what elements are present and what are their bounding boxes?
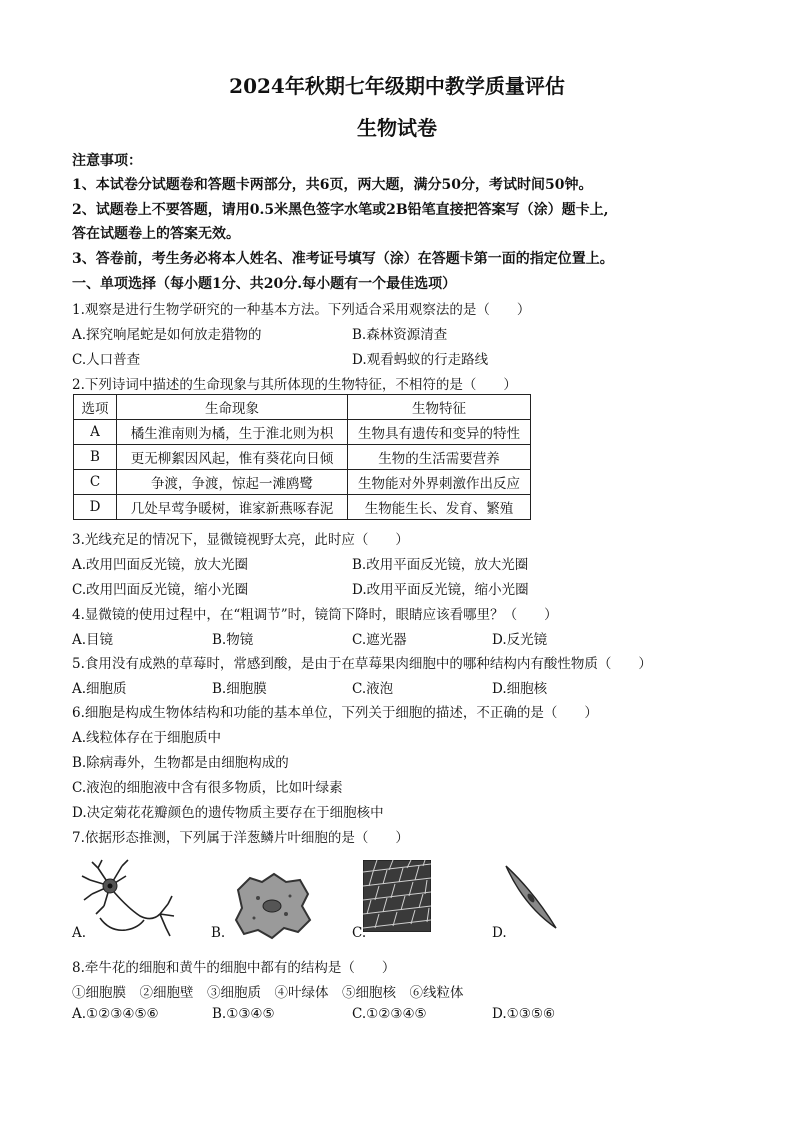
q3-stem: 3.光线充足的情况下，显微镜视野太亮，此时应（ ） [72, 532, 409, 548]
table-row [74, 445, 531, 470]
q8-items: ①细胞膜 ②细胞壁 ③细胞质 ④叶绿体 ⑤细胞核 ⑥线粒体 [72, 985, 464, 1001]
q1-stem: 1.观察是进行生物学研究的一种基本方法。下列适合采用观察法的是（ ） [72, 302, 531, 318]
q4-option-d: D.反光镜 [492, 632, 548, 648]
table-cell: 生物能生长、发育、繁殖 [348, 495, 531, 520]
q8-option-d: D.①③⑤⑥ [492, 1006, 556, 1022]
q4-option-a: A.目镜 [72, 632, 114, 648]
q6-option-b: B.除病毒外，生物都是由细胞构成的 [72, 755, 289, 771]
q8-option-a: A.①②③④⑤⑥ [72, 1006, 159, 1022]
q5-option-c: C.液泡 [352, 681, 394, 697]
table-cell: 争渡，争渡，惊起一滩鸥鹭 [117, 470, 348, 495]
section-heading: 一、单项选择（每小题1分、共20分.每小题有一个最佳选项） [72, 276, 457, 292]
q7-stem: 7.依据形态推测，下列属于洋葱鳞片叶细胞的是（ ） [72, 830, 409, 846]
table-header-cell: 选项 [74, 395, 117, 420]
exam-title: 2024年秋期七年级期中教学质量评估 [229, 74, 565, 98]
q6-option-a: A.线粒体存在于细胞质中 [72, 730, 222, 746]
q5-option-d: D.细胞核 [492, 681, 548, 697]
q7-option-d: D. [492, 925, 507, 941]
q2-table [73, 394, 531, 520]
q5-option-b: B.细胞膜 [212, 681, 267, 697]
table-cell: 生物具有遗传和变异的特性 [348, 420, 531, 445]
q1-option-d: D.观看蚂蚁的行走路线 [352, 352, 489, 368]
table-row [74, 420, 531, 445]
q6-stem: 6.细胞是构成生物体结构和功能的基本单位，下列关于细胞的描述，不正确的是（ ） [72, 705, 598, 721]
q5-option-a: A.细胞质 [72, 681, 127, 697]
q3-option-a: A.改用凹面反光镜，放大光圈 [72, 557, 249, 573]
q8-stem: 8.牵牛花的细胞和黄牛的细胞中都有的结构是（ ） [72, 960, 396, 976]
q7-option-a: A. [72, 925, 87, 941]
notice-item-1: 1、本试卷分试题卷和答题卡两部分，共6页，两大题，满分50分，考试时间50钟。 [72, 177, 593, 193]
q1-option-c: C.人口普查 [72, 352, 141, 368]
table-cell: 生物能对外界刺激作出反应 [348, 470, 531, 495]
q8-option-b: B.①③④⑤ [212, 1006, 275, 1022]
table-cell: B [74, 445, 117, 470]
table-cell: 生物的生活需要营养 [348, 445, 531, 470]
q6-option-d: D.决定菊花花瓣颜色的遗传物质主要存在于细胞核中 [72, 805, 384, 821]
muscle-cell-image [500, 862, 560, 932]
q8-option-c: C.①②③④⑤ [352, 1006, 427, 1022]
q3-option-b: B.改用平面反光镜，放大光圈 [352, 557, 529, 573]
table-header-cell: 生物特征 [348, 395, 531, 420]
q3-option-c: C.改用凹面反光镜，缩小光圈 [72, 582, 249, 598]
table-cell: 橘生淮南则为橘，生于淮北则为枳 [117, 420, 348, 445]
q4-option-b: B.物镜 [212, 632, 254, 648]
q6-option-c: C.液泡的细胞液中含有很多物质，比如叶绿素 [72, 780, 343, 796]
notice-item-2: 2、试题卷上不要答题，请用0.5米黑色签字水笔或2B铅笔直接把答案写（涂）题卡上, [72, 202, 609, 218]
table-cell: C [74, 470, 117, 495]
neuron-cell-image [80, 858, 180, 940]
q4-option-c: C.遮光器 [352, 632, 407, 648]
notice-item-3: 3、答卷前，考生务必将本人姓名、准考证号填写（涂）在答题卡第一面的指定位置上。 [72, 251, 614, 267]
table-cell: 更无柳絮因风起，惟有葵花向日倾 [117, 445, 348, 470]
q1-option-a: A.探究响尾蛇是如何放走猎物的 [72, 327, 262, 343]
table-cell: 几处早莺争暖树，谁家新燕啄春泥 [117, 495, 348, 520]
table-cell: D [74, 495, 117, 520]
q5-stem: 5.食用没有成熟的草莓时，常感到酸，是由于在草莓果肉细胞中的哪种结构内有酸性物质（ ） [72, 656, 652, 672]
q3-option-d: D.改用平面反光镜，缩小光圈 [352, 582, 529, 598]
q2-stem: 2.下列诗词中描述的生命现象与其所体现的生物特征，不相符的是（ ） [72, 377, 517, 393]
table-header-cell: 生命现象 [117, 395, 348, 420]
q4-stem: 4.显微镜的使用过程中，在“粗调节”时，镜筒下降时，眼睛应该看哪里？（ ） [72, 607, 558, 623]
q1-option-b: B.森林资源清查 [352, 327, 448, 343]
table-row [74, 495, 531, 520]
notice-item-2-cont: 答在试题卷上的答案无效。 [72, 226, 240, 242]
q7-option-c: C. [352, 925, 367, 941]
q7-option-b: B. [211, 925, 226, 941]
notice-heading: 注意事项： [72, 153, 142, 169]
table-header-row [74, 395, 531, 420]
table-cell: A [74, 420, 117, 445]
table-row [74, 470, 531, 495]
onion-cell-image [363, 860, 431, 932]
exam-subtitle: 生物试卷 [357, 116, 437, 140]
animal-cell-image [228, 870, 314, 942]
